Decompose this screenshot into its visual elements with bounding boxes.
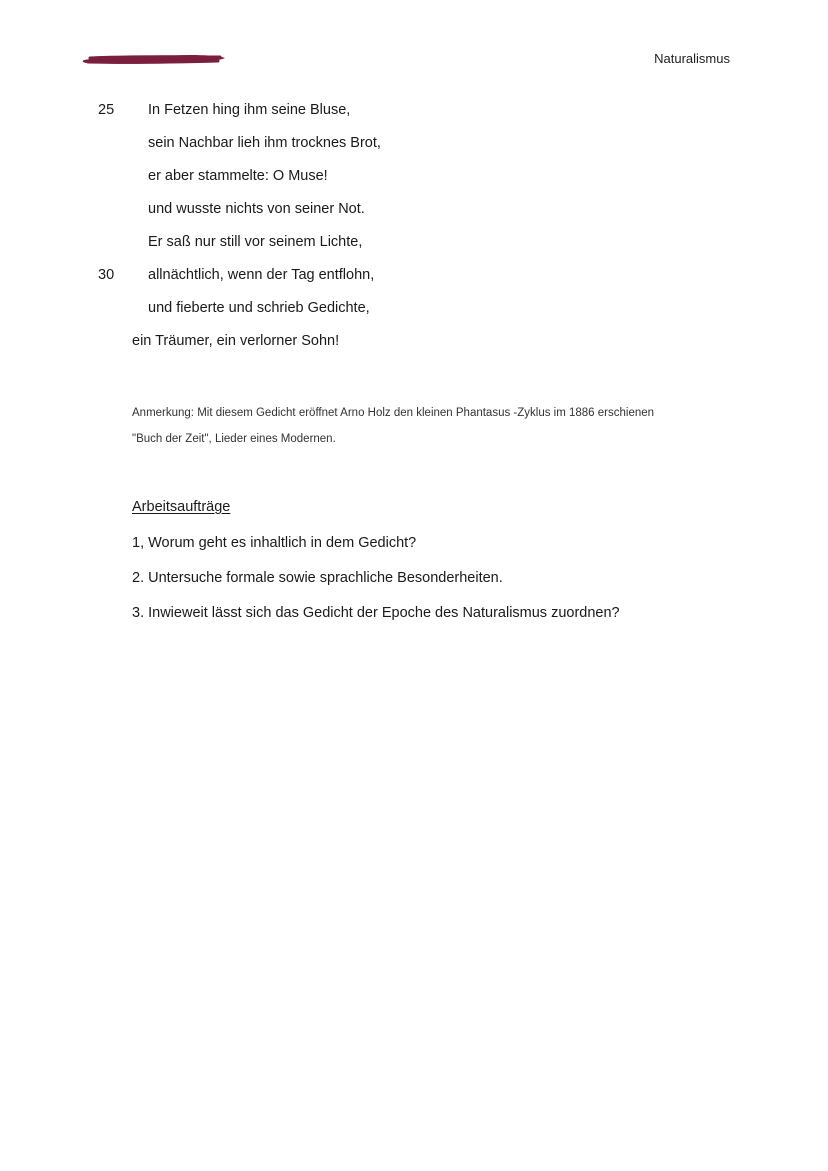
poem-line: Er saß nur still vor seinem Lichte, [148,234,363,250]
poem-line: er aber stammelte: O Muse! [148,168,328,184]
tasks-heading: Arbeitsaufträge [132,499,231,515]
poem-line: und wusste nichts von seiner Not. [148,201,365,217]
line-number-30: 30 [98,267,115,283]
poem-line: sein Nachbar lieh ihm trocknes Brot, [148,135,381,151]
task-item: 3. Inwieweit lässt sich das Gedicht der Epoche des Naturalismus zuordnen? [132,605,620,621]
line-number-25: 25 [98,102,115,118]
task-item: 2. Untersuche formale sowie sprachliche Besonderheiten. [132,570,503,586]
poem-line: ein Träumer, ein verlorner Sohn! [132,333,340,349]
redaction-mark [80,52,228,66]
task-item: 1, Worum geht es inhaltlich in dem Gedicht? [132,535,417,551]
header-title: Naturalismus [654,51,730,66]
poem-line: allnächtlich, wenn der Tag entflohn, [148,267,375,283]
poem-line: und fieberte und schrieb Gedichte, [148,300,370,316]
note-line: Anmerkung: Mit diesem Gedicht eröffnet Arno Holz den kleinen Phantasus -Zyklus im 1886 erschienen [132,407,655,419]
note-line: "Buch der Zeit", Lieder eines Modernen. [132,433,336,445]
poem-line: In Fetzen hing ihm seine Bluse, [148,102,351,118]
